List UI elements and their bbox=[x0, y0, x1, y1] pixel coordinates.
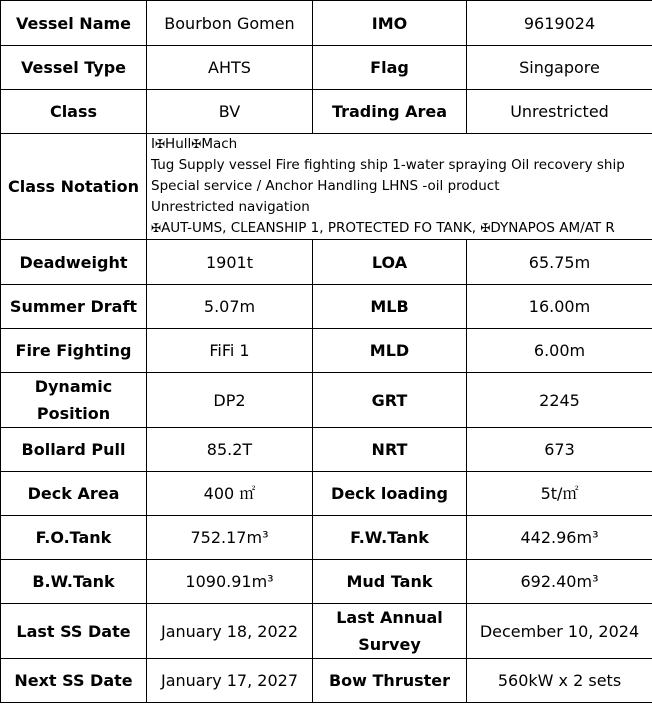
label-class-notation: Class Notation bbox=[1, 134, 147, 240]
notation-hull: Hull bbox=[165, 136, 192, 152]
notation-prefix: I bbox=[151, 136, 155, 152]
value-mlb: 16.00m bbox=[467, 285, 652, 329]
table-row bbox=[1, 604, 652, 659]
label-imo: IMO bbox=[313, 1, 467, 46]
value-fw-tank: 442.96m³ bbox=[467, 516, 652, 560]
maltese-cross-icon: ✠ bbox=[480, 221, 491, 235]
value-next-ss-date: January 17, 2027 bbox=[147, 659, 313, 703]
notation-line: Unrestricted navigation bbox=[151, 199, 310, 215]
label-fw-tank: F.W.Tank bbox=[313, 516, 467, 560]
label-last-annual-survey: Last Annual Survey bbox=[313, 604, 467, 659]
label-last-ss-date: Last SS Date bbox=[1, 604, 147, 659]
table-row bbox=[1, 285, 652, 329]
label-fo-tank: F.O.Tank bbox=[1, 516, 147, 560]
value-dynamic-position: DP2 bbox=[147, 373, 313, 428]
table-row bbox=[1, 46, 652, 90]
label-bollard-pull: Bollard Pull bbox=[1, 428, 147, 472]
value-imo: 9619024 bbox=[467, 1, 652, 46]
table-row bbox=[1, 428, 652, 472]
label-mlb: MLB bbox=[313, 285, 467, 329]
maltese-cross-icon: ✠ bbox=[151, 221, 162, 235]
value-bw-tank: 1090.91m³ bbox=[147, 560, 313, 604]
notation-dynapos: DYNAPOS AM/AT R bbox=[490, 220, 615, 236]
notation-line: Special service / Anchor Handling LHNS -oil product bbox=[151, 178, 500, 194]
label-vessel-type: Vessel Type bbox=[1, 46, 147, 90]
value-flag: Singapore bbox=[467, 46, 652, 90]
value-grt: 2245 bbox=[467, 373, 652, 428]
maltese-cross-icon: ✠ bbox=[191, 137, 202, 151]
notation-line: Tug Supply vessel Fire fighting ship 1-water spraying Oil recovery ship bbox=[151, 157, 625, 173]
value-nrt: 673 bbox=[467, 428, 652, 472]
label-grt: GRT bbox=[313, 373, 467, 428]
label-mud-tank: Mud Tank bbox=[313, 560, 467, 604]
label-next-ss-date: Next SS Date bbox=[1, 659, 147, 703]
value-last-ss-date: January 18, 2022 bbox=[147, 604, 313, 659]
label-fire-fighting: Fire Fighting bbox=[1, 329, 147, 373]
table-row bbox=[1, 373, 652, 428]
value-vessel-name: Bourbon Gomen bbox=[147, 1, 313, 46]
table-row bbox=[1, 1, 652, 46]
label-deck-loading: Deck loading bbox=[313, 472, 467, 516]
value-deadweight: 1901t bbox=[147, 240, 313, 285]
table-row bbox=[1, 134, 652, 240]
label-bow-thruster: Bow Thruster bbox=[313, 659, 467, 703]
label-class: Class bbox=[1, 90, 147, 134]
label-summer-draft: Summer Draft bbox=[1, 285, 147, 329]
label-mld: MLD bbox=[313, 329, 467, 373]
value-mld: 6.00m bbox=[467, 329, 652, 373]
value-last-annual-survey: December 10, 2024 bbox=[467, 604, 652, 659]
table-row bbox=[1, 516, 652, 560]
class-notation-text bbox=[147, 134, 652, 240]
notation-aut-ums: AUT-UMS, CLEANSHIP 1, PROTECTED FO TANK, bbox=[161, 220, 477, 236]
table-row bbox=[1, 560, 652, 604]
label-loa: LOA bbox=[313, 240, 467, 285]
value-vessel-type: AHTS bbox=[147, 46, 313, 90]
notation-mach: Mach bbox=[201, 136, 238, 152]
table-row bbox=[1, 90, 652, 134]
label-dynamic-position: Dynamic Position bbox=[1, 373, 147, 428]
value-summer-draft: 5.07m bbox=[147, 285, 313, 329]
label-nrt: NRT bbox=[313, 428, 467, 472]
value-fire-fighting: FiFi 1 bbox=[147, 329, 313, 373]
label-vessel-name: Vessel Name bbox=[1, 1, 147, 46]
value-bollard-pull: 85.2T bbox=[147, 428, 313, 472]
value-class: BV bbox=[147, 90, 313, 134]
value-loa: 65.75m bbox=[467, 240, 652, 285]
notation-line bbox=[151, 134, 648, 155]
value-bow-thruster: 560kW x 2 sets bbox=[467, 659, 652, 703]
maltese-cross-icon: ✠ bbox=[154, 137, 166, 151]
table-row bbox=[1, 472, 652, 516]
label-trading-area: Trading Area bbox=[313, 90, 467, 134]
label-deadweight: Deadweight bbox=[1, 240, 147, 285]
label-flag: Flag bbox=[313, 46, 467, 90]
value-trading-area: Unrestricted bbox=[467, 90, 652, 134]
table-row bbox=[1, 329, 652, 373]
table-row bbox=[1, 240, 652, 285]
table-row bbox=[1, 659, 652, 703]
value-mud-tank: 692.40m³ bbox=[467, 560, 652, 604]
label-bw-tank: B.W.Tank bbox=[1, 560, 147, 604]
value-deck-loading: 5t/㎡ bbox=[467, 472, 652, 516]
notation-line bbox=[151, 218, 648, 239]
label-deck-area: Deck Area bbox=[1, 472, 147, 516]
value-deck-area: 400 ㎡ bbox=[147, 472, 313, 516]
value-fo-tank: 752.17m³ bbox=[147, 516, 313, 560]
